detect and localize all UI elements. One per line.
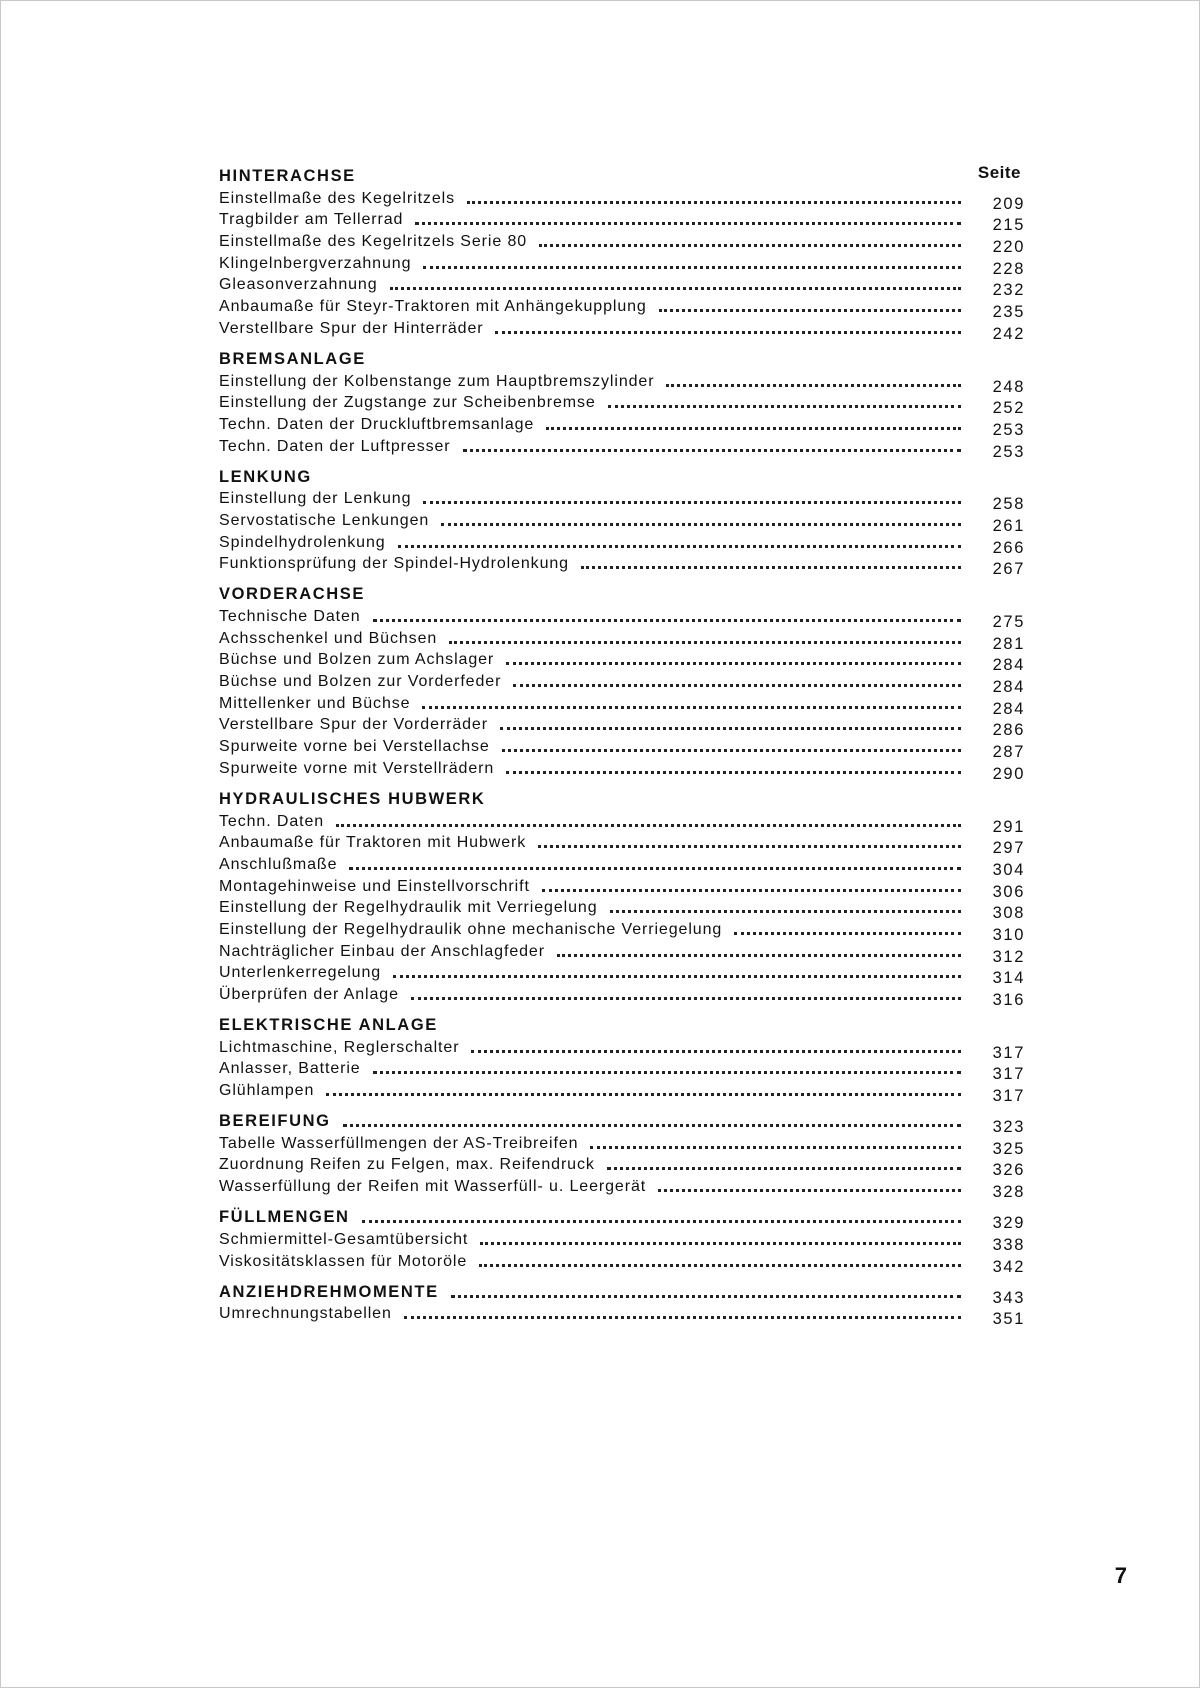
dot-leader	[411, 996, 961, 1000]
seite-column-header: Seite	[977, 163, 1021, 182]
entry-title: Einstellmaße des Kegelritzels	[219, 189, 455, 207]
entry-page-number: 235	[992, 303, 1025, 322]
toc-entry	[219, 691, 1025, 718]
toc-entry	[219, 1131, 1025, 1158]
toc-entry	[219, 961, 1025, 988]
dot-leader	[393, 974, 961, 978]
dot-leader	[590, 1145, 961, 1149]
toc-section	[219, 581, 1025, 783]
section-heading	[219, 1279, 1025, 1307]
dot-leader	[581, 565, 961, 569]
toc-entry	[219, 982, 1025, 1009]
entry-page-number: 304	[992, 860, 1025, 879]
toc-entry	[219, 552, 1025, 579]
entry-page-number: 252	[992, 399, 1025, 418]
entry-page-number: 220	[992, 238, 1025, 257]
entry-title: Anlasser, Batterie	[219, 1060, 361, 1078]
dot-leader	[502, 748, 961, 752]
entry-title: Spurweite vorne mit Verstellrädern	[219, 759, 495, 777]
dot-leader	[479, 1263, 961, 1267]
entry-title: Einstellung der Kolbenstange zum Hauptbremszylinder	[219, 372, 655, 390]
section-heading	[219, 346, 1025, 369]
toc-entry	[219, 1078, 1025, 1106]
entry-page-number: 308	[992, 904, 1025, 923]
section-title: HYDRAULISCHES HUBWERK	[219, 789, 486, 808]
section-heading	[219, 581, 1025, 604]
entry-page-number: 314	[992, 969, 1025, 988]
toc-entry	[219, 852, 1025, 879]
entry-page-number: 284	[992, 678, 1025, 697]
toc-entry	[219, 1227, 1025, 1254]
dot-leader	[373, 618, 961, 622]
entry-page-number: 325	[992, 1139, 1025, 1158]
dot-leader	[539, 243, 961, 247]
entry-page-number: 286	[992, 721, 1025, 740]
entry-page-number: 253	[992, 442, 1025, 461]
entry-page-number: 242	[992, 324, 1025, 343]
entry-page-number: 284	[992, 699, 1025, 718]
toc-entry	[219, 412, 1025, 439]
entry-page-number: 258	[992, 495, 1025, 514]
entry-title: Anbaumaße für Traktoren mit Hubwerk	[219, 834, 527, 852]
toc-entry	[219, 896, 1025, 923]
entry-page-number: 342	[992, 1257, 1025, 1276]
entry-page-number: 317	[992, 1043, 1025, 1062]
toc-section	[219, 464, 1025, 579]
toc-section	[219, 1204, 1025, 1276]
dot-leader	[422, 705, 961, 709]
dot-leader	[415, 221, 961, 225]
toc-entry	[219, 756, 1025, 783]
dot-leader	[441, 522, 961, 526]
toc-section	[219, 1012, 1025, 1106]
entry-title: Tragbilder am Tellerrad	[219, 211, 404, 229]
dot-leader	[734, 931, 961, 935]
entry-page-number: 351	[992, 1310, 1025, 1329]
entry-title: Technische Daten	[219, 608, 361, 625]
section-heading	[219, 1108, 1025, 1137]
entry-page-number: 326	[992, 1161, 1025, 1180]
entry-title: Verstellbare Spur der Vorderräder	[219, 716, 488, 734]
entry-title: Einstellung der Regelhydraulik mit Verriegelung	[219, 899, 598, 917]
dot-leader	[423, 265, 961, 269]
entry-title: Spurweite vorne bei Verstellachse	[219, 738, 490, 756]
dot-leader	[666, 383, 961, 387]
section-heading	[219, 786, 1025, 809]
entry-page-number: 232	[992, 281, 1025, 300]
toc-entry	[219, 939, 1025, 966]
toc-entry	[219, 831, 1025, 858]
dot-leader	[513, 683, 961, 687]
dot-leader	[423, 500, 961, 504]
dot-leader	[607, 1166, 961, 1170]
entry-title: Funktionsprüfung der Spindel-Hydrolenkung	[219, 555, 569, 573]
toc-entry	[219, 1035, 1025, 1062]
toc-entry	[219, 734, 1025, 762]
toc-entry	[219, 508, 1025, 535]
entry-page-number: 310	[992, 925, 1025, 944]
entry-title: Klingelnbergverzahnung	[219, 254, 412, 272]
dot-leader	[506, 770, 961, 774]
entry-title: Einstellung der Lenkung	[219, 490, 412, 508]
dot-leader	[500, 726, 961, 730]
entry-title: Glühlampen	[219, 1082, 315, 1100]
dot-leader	[336, 823, 961, 827]
toc-entry	[219, 1174, 1025, 1202]
toc-section	[219, 786, 1025, 1009]
entry-page-number: 248	[992, 377, 1025, 396]
toc-entry	[219, 1057, 1025, 1084]
dot-leader	[449, 640, 961, 644]
page-number: 7	[1114, 1563, 1127, 1588]
entry-page-number: 316	[992, 991, 1025, 1009]
toc-entry	[219, 186, 1025, 213]
dot-leader	[506, 661, 961, 665]
entry-title: Verstellbare Spur der Hinterräder	[219, 319, 484, 337]
section-heading	[219, 163, 1025, 186]
dot-leader	[463, 448, 961, 452]
dot-leader	[390, 286, 961, 290]
entry-page-number: 290	[992, 764, 1025, 783]
toc-entry	[219, 626, 1025, 653]
entry-title: Überprüfen der Anlage	[219, 986, 399, 1003]
entry-title: Zuordnung Reifen zu Felgen, max. Reifendruck	[219, 1156, 595, 1174]
dot-leader	[610, 909, 962, 913]
entry-title: Anschlußmaße	[219, 855, 338, 873]
toc-entry	[219, 1153, 1025, 1180]
entry-title: Gleasonverzahnung	[219, 276, 378, 294]
entry-page-number: 266	[992, 538, 1025, 557]
dot-leader	[362, 1219, 961, 1223]
toc-entry	[219, 669, 1025, 697]
dot-leader	[546, 426, 961, 430]
dot-leader	[608, 404, 961, 408]
toc-entry	[219, 1302, 1025, 1329]
section-page-number: 329	[992, 1214, 1025, 1233]
toc-entry	[219, 251, 1025, 278]
entry-page-number: 291	[992, 817, 1025, 836]
entry-page-number: 287	[992, 743, 1025, 762]
section-title: BEREIFUNG	[219, 1112, 331, 1131]
dot-leader	[658, 1188, 961, 1192]
entry-page-number: 281	[992, 634, 1025, 653]
dot-leader	[343, 1123, 961, 1127]
entry-page-number: 297	[992, 839, 1025, 858]
entry-title: Unterlenkerregelung	[219, 964, 382, 982]
entry-page-number: 215	[992, 216, 1025, 235]
dot-leader	[349, 866, 961, 870]
entry-title: Techn. Daten	[219, 812, 325, 830]
toc-entry	[219, 874, 1025, 901]
toc-entry	[219, 229, 1025, 257]
toc-section	[219, 346, 1025, 461]
dot-leader	[495, 330, 961, 334]
toc-entry	[219, 273, 1025, 300]
toc-entry	[219, 208, 1025, 235]
toc-entry	[219, 294, 1025, 322]
entry-page-number: 267	[992, 560, 1025, 579]
section-title: ANZIEHDREHMOMENTE	[219, 1282, 439, 1301]
entry-page-number: 317	[992, 1065, 1025, 1084]
entry-title: Umrechnungstabellen	[219, 1305, 392, 1323]
dot-leader	[557, 953, 961, 957]
section-page-number: 323	[992, 1118, 1025, 1137]
dot-leader	[467, 200, 961, 204]
entry-title: Schmiermittel-Gesamtübersicht	[219, 1230, 469, 1248]
dot-leader	[659, 308, 961, 312]
entry-page-number: 261	[992, 516, 1025, 535]
entry-title: Tabelle Wasserfüllmengen der AS-Treibreifen	[219, 1134, 579, 1152]
entry-page-number: 328	[992, 1183, 1025, 1202]
toc-section	[219, 163, 1025, 343]
section-title: FÜLLMENGEN	[219, 1208, 350, 1227]
toc-section	[219, 1279, 1025, 1329]
toc-entry	[219, 604, 1025, 631]
section-title: BREMSANLAGE	[219, 349, 366, 368]
entry-title: Montagehinweise und Einstellvorschrift	[219, 877, 530, 895]
entry-title: Techn. Daten der Druckluftbremsanlage	[219, 415, 535, 433]
section-heading	[219, 1204, 1025, 1233]
entry-title: Lichtmaschine, Reglerschalter	[219, 1038, 460, 1056]
entry-title: Büchse und Bolzen zur Vorderfeder	[219, 673, 502, 691]
entry-title: Einstellung der Zugstange zur Scheibenbremse	[219, 394, 596, 412]
section-page-number: 343	[992, 1288, 1025, 1307]
toc-entry	[219, 1249, 1025, 1276]
entry-page-number: 228	[992, 259, 1025, 278]
entry-page-number: 253	[992, 420, 1025, 439]
section-title: HINTERACHSE	[219, 167, 356, 185]
toc-entry	[219, 391, 1025, 418]
entry-title: Wasserfüllung der Reifen mit Wasserfüll- u. Leergerät	[219, 1178, 647, 1196]
dot-leader	[404, 1315, 961, 1319]
toc-entry	[219, 713, 1025, 740]
entry-title: Nachträglicher Einbau der Anschlagfeder	[219, 942, 545, 960]
section-title: VORDERACHSE	[219, 585, 365, 604]
entry-title: Viskositätsklassen für Motoröle	[219, 1252, 468, 1270]
entry-page-number: 275	[992, 613, 1025, 631]
entry-page-number: 338	[992, 1235, 1025, 1254]
entry-page-number: 306	[992, 882, 1025, 901]
dot-leader	[373, 1070, 961, 1074]
toc-entry	[219, 316, 1025, 343]
dot-leader	[538, 844, 961, 848]
toc-entry	[219, 809, 1025, 836]
section-heading	[219, 1012, 1025, 1035]
dot-leader	[542, 888, 961, 892]
table-of-contents	[219, 163, 1025, 1331]
entry-title: Büchse und Bolzen zum Achslager	[219, 651, 495, 669]
entry-title: Achsschenkel und Büchsen	[219, 629, 438, 647]
entry-page-number: 209	[992, 194, 1025, 213]
dot-leader	[471, 1049, 961, 1053]
entry-title: Einstellmaße des Kegelritzels Serie 80	[219, 233, 528, 251]
toc-entry	[219, 530, 1025, 557]
entry-title: Einstellung der Regelhydraulik ohne mechanische Verriegelung	[219, 920, 723, 938]
toc-entry	[219, 917, 1025, 944]
toc-entry	[219, 434, 1025, 461]
section-heading	[219, 464, 1025, 487]
dot-leader	[398, 544, 961, 548]
dot-leader	[326, 1092, 961, 1096]
entry-page-number: 312	[992, 947, 1025, 966]
toc-entry	[219, 369, 1025, 396]
entry-page-number: 317	[992, 1087, 1025, 1106]
section-title: LENKUNG	[219, 467, 312, 486]
toc-entry	[219, 487, 1025, 514]
dot-leader	[451, 1294, 961, 1298]
dot-leader	[480, 1241, 961, 1245]
entry-title: Mittellenker und Büchse	[219, 694, 411, 712]
entry-title: Servostatische Lenkungen	[219, 511, 430, 529]
entry-title: Techn. Daten der Luftpresser	[219, 437, 451, 455]
section-title: ELEKTRISCHE ANLAGE	[219, 1016, 438, 1034]
entry-title: Spindelhydrolenkung	[219, 533, 386, 551]
entry-page-number: 284	[992, 656, 1025, 675]
toc-section	[219, 1108, 1025, 1202]
entry-title: Anbaumaße für Steyr-Traktoren mit Anhängekupplung	[219, 298, 647, 316]
toc-entry	[219, 648, 1025, 675]
